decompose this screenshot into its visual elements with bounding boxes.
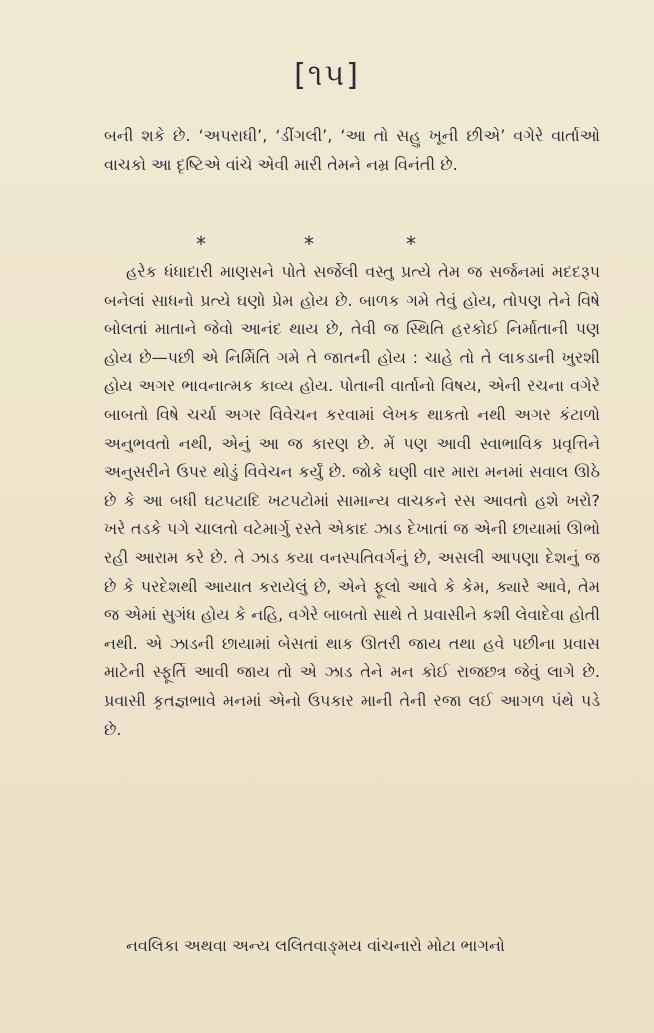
separator-asterisk: * (304, 232, 314, 256)
section-separator (0, 234, 654, 254)
paragraph-main: હરેક ધંધાદારી માણસને પોતે સર્જેલી વસ્તુ પ્રત્યે તેમ જ સર્જનમાં મદદરૂપ બનેલાં સાધનો પ્રત્યે ઘણો પ્રેમ હોય છે. બાળક ગમે તેવું હોય, તોપણ તેને વિષે બોલતાં માતાને જેવો આનંદ થાય છે, તેવી જ સ્થિતિ હરકોઈ નિર્માતાની પણ હોય છે—પછી એ નિર્મિતિ ગમે તે જાતની હોય : ચાહે તો તે લાકડાની ખુરશી હોય અગર ભાવનાત્મક કાવ્ય હોય. પોતાની વાર્તાનો વિષય, એની રચના વગેરે બાબતો વિષે ચર્ચા અગર વિવેચન કરવામાં લેખક થાકતો નથી અગર કંટાળો અનુભવતો નથી, એનું આ જ કારણ છે. મેં પણ આવી સ્વાભાવિક પ્રવૃત્તિને અનુસરીને ઉપર થોડું વિવેચન કર્યું છે. જોકે ઘણી વાર મારા મનમાં સવાલ ઊઠે છે કે આ બધી ઘટપટાદિ ખટપટોમાં સામાન્ય વાચકને રસ આવતો હશે ખરો? ખરે તડકે પગે ચાલતો વટેમાર્ગુ રસ્તે એકાદ ઝાડ દેખાતાં જ એની છાયામાં ઊભો રહી આરામ કરે છે. તે ઝાડ કયા વનસ્પતિવર્ગનું છે, અસલી આપણા દેશનું જ છે કે પરદેશથી આયાત કરાયેલું છે, એને ફૂલો આવે કે કેમ, ક્યારે આવે, તેમ જ એમાં સુગંધ હોય કે નહિ, વગેરે બાબતો સાથે તે પ્રવાસીને કશી લેવાદેવા હોતી નથી. એ ઝાડની છાયામાં બેસતાં થાક ઊતરી જાય તથા હવે પછીના પ્રવાસ માટેની સ્ફૂર્તિ આવી જાય તો એ ઝાડ તેને મન કોઈ રાજછત્ર જેવું લાગે છે. પ્રવાસી કૃતજ્ઞભાવે મનમાં એનો ઉપકાર માની તેની રજા લઈ આગળ પંથે પડે છે. (104, 262, 600, 739)
paragraph-continuation: બની શકે છે. ‘અપરાધી’, ‘ડીંગલી’, ‘આ તો સહુ ખૂની છીએ’ વગેરે વાર્તાઓ વાચકો આ દૃષ્ટિએ વાંચે એવી મારી તેમને નમ્ર વિનંતી છે. (104, 126, 600, 174)
separator-asterisk: * (196, 232, 206, 256)
page-number: [૧૫] (294, 58, 360, 93)
separator-asterisk: * (406, 232, 416, 256)
paragraph-start: નવલિકા અથવા અન્ય લલિતવાઙ્મય વાંચનારો મોટા ભાગનો (126, 936, 505, 955)
